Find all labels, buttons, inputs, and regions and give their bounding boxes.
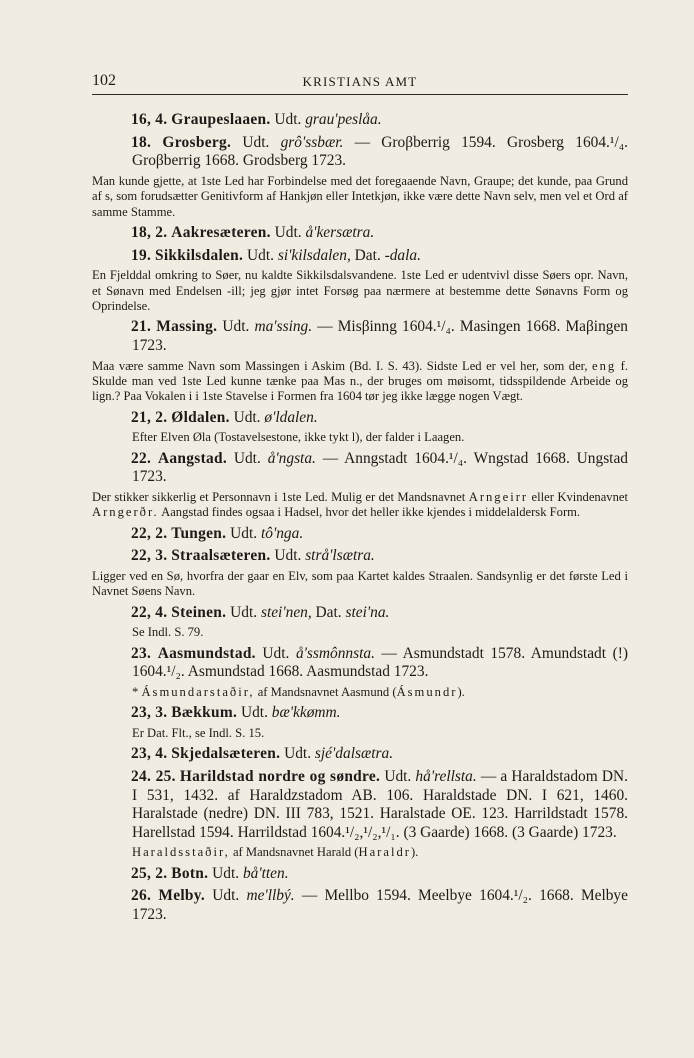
entry: 23, 4. Skjedalsæteren. Udt. sjé'dalsætra. — [131, 745, 394, 763]
page-number: 102 — [92, 72, 116, 89]
note: En Fjelddal omkring to Søer, nu kaldte Sikkilsdalsvandene. 1ste Led er udentvivl disse Søers opr. Navn, et Sønavn med Endelsen -ill; jeg gjør intet Forsøg paa nærmere at bestemme dette Sønavns Form og Oprindelse. — [92, 268, 628, 313]
note: Maa være samme Navn som Massingen i Askim (Bd. I. S. 43). Sidste Led er vel her, som der, eng f. Skulde man ved 1ste Led kunne tænke paa Mas n., der bruges om møisomt, tidsspildende Arbeide og lign.? Paa Vokalen i i 1ste Stavelse i Formen fra 1604 tør jeg ikke lægge nogen Vægt. — [92, 358, 628, 404]
page — [92, 72, 628, 925]
note: Ligger ved en Sø, hvorfra der gaar en Elv, som paa Kartet kaldes Straalen. Sandsynlig er det første Led i Navnet Søens Navn. — [92, 569, 628, 599]
entry: 19. Sikkilsdalen. Udt. si'kilsdalen, Dat. -dala. — [131, 246, 421, 264]
entry: 21, 2. Øldalen. Udt. ø'ldalen. — [131, 408, 318, 426]
note: * Ásmundarstaðir, af Mandsnavnet Aasmund (Ásmundr). — [132, 685, 465, 699]
entry: 18, 2. Aakresæteren. Udt. å'kersætra. — [131, 224, 375, 241]
entry: 25, 2. Botn. Udt. bå'tten. — [131, 864, 289, 882]
entry: 22, 2. Tungen. Udt. tô'nga. — [131, 524, 304, 542]
entry: 22, 3. Straalsæteren. Udt. strå'lsætra. — [131, 547, 375, 565]
entry: 23, 3. Bækkum. Udt. bæ'kkømm. — [131, 704, 341, 722]
note: Er Dat. Flt., se Indl. S. 15. — [132, 726, 265, 740]
note: Efter Elven Øla (Tostavelsestone, ikke tykt l), der falder i Laagen. — [132, 430, 465, 445]
entry: 22, 4. Steinen. Udt. stei'nen, Dat. stei'na. — [131, 603, 390, 621]
page-header — [92, 72, 628, 95]
note: Man kunde gjette, at 1ste Led har Forbindelse med det foregaaende Navn, Graupe; det kunde, paa Grund af s, som forudsætter Genitivform af Hankjøn eller Intetkjøn, ikke være dette Navn selv, men vel et Ord af samme Stamme. — [92, 173, 628, 219]
entry: 21. Massing. Udt. ma'ssing. — Misβinng 1604.¹/₄. Masingen 1668. Maβingen 1723. — [131, 318, 629, 354]
entry: 18. Grosberg. Udt. grô'ssbær. — Groβberrig 1594. Grosberg 1604.¹/₄. Groβberrig 1668. Grodsberg 1723. — [131, 133, 628, 170]
entry: 24. 25. Harildstad nordre og søndre. Udt. hå'rellsta. — a Haraldstadom DN. I 531, 1432. af Haraldzstadom AB. 106. Haraldstade DN. I 621, 1460. Haralstade (nedre) DN. III 783, 1521. Haralstade OE. 123. Harrildstadt 1578. Harellstad 1594. Harrildstad 1604.¹/₂,¹/₂,¹/₁. (3 Gaarde) 1668. (3 Gaarde) 1723. — [131, 768, 628, 841]
entry: 23. Aasmundstad. Udt. å'ssmônnsta. — Asmundstadt 1578. Amundstadt (!) 1604.¹/₂. Asmundstad 1668. Aasmundstad 1723. — [131, 644, 628, 681]
entry: 22. Aangstad. Udt. å'ngsta. — Anngstadt 1604.¹/₄. Wngstad 1668. Ungstad 1723. — [131, 449, 628, 486]
entry: 26. Melby. Udt. me'llbý. — Mellbo 1594. Meelbye 1604.¹/₂. 1668. Melbye 1723. — [131, 887, 628, 923]
note: Se Indl. S. 79. — [132, 625, 204, 640]
note: Der stikker sikkerlig et Personnavn i 1ste Led. Mulig er det Mandsnavnet Arngeirr eller Kvindenavnet Arngerðr. Aangstad findes ogsaa i Hadsel, hvor det heller ikke kjendes i middelaldersk Form. — [92, 490, 628, 520]
note: Haraldsstaðir, af Mandsnavnet Harald (Haraldr). — [132, 845, 419, 860]
entry: 16, 4. Graupeslaaen. Udt. grau'peslåa. — [131, 111, 382, 128]
running-title: KRISTIANS AMT — [302, 74, 418, 89]
